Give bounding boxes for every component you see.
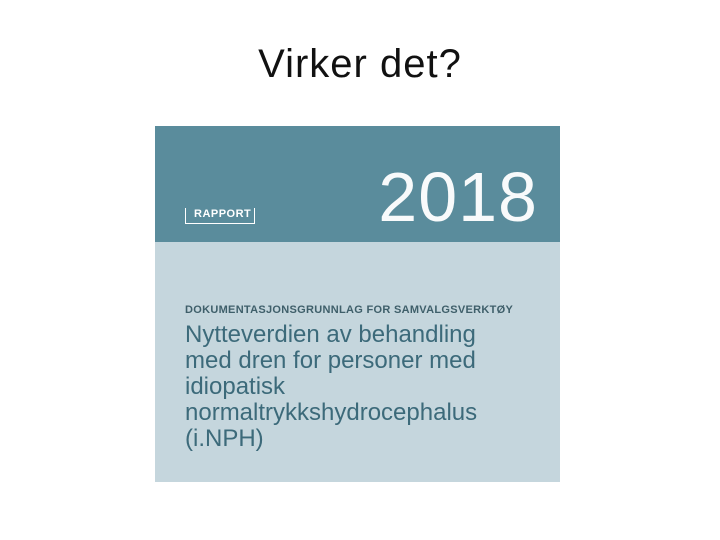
- report-cover-image: [155, 126, 560, 482]
- report-title-line: Nytteverdien av behandling: [185, 321, 476, 348]
- report-title-line: normaltrykkshydrocephalus: [185, 399, 478, 426]
- report-label: RAPPORT: [185, 208, 255, 224]
- report-year: 2018: [378, 158, 538, 236]
- report-subtitle: DOKUMENTASJONSGRUNNLAG FOR SAMVALGSVERKTØY: [185, 304, 514, 316]
- report-title: [185, 322, 545, 452]
- cover-top-band: [155, 126, 560, 242]
- report-title-line: (i.NPH): [185, 425, 264, 452]
- report-title-line: idiopatisk: [185, 373, 286, 400]
- report-title-line: med dren for personer med: [185, 347, 476, 374]
- slide-title: Virker det?: [258, 42, 462, 86]
